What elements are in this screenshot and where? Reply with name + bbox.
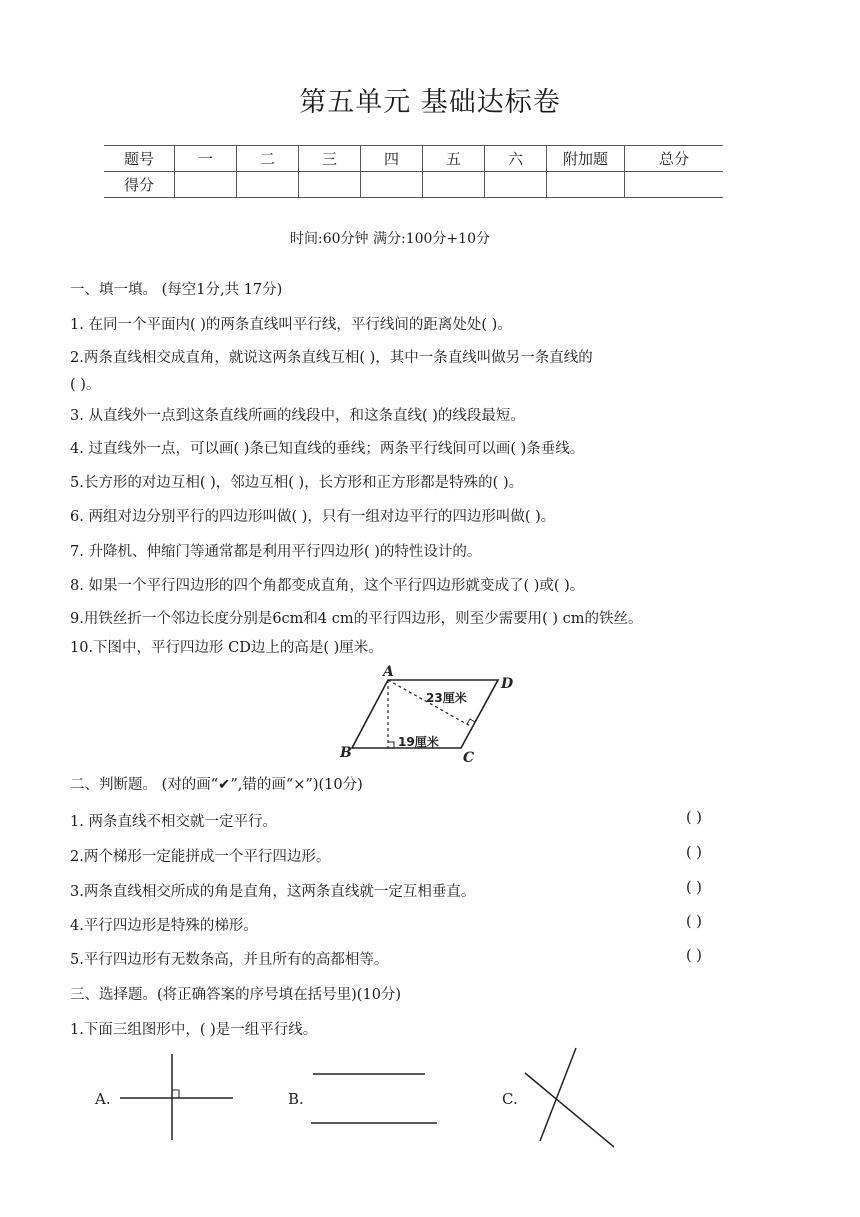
score-cell: 六 <box>485 146 547 172</box>
vertex-label-a: A <box>383 664 394 680</box>
answer-paren[interactable]: ( ) <box>686 810 702 826</box>
judge-item-2: 2.两个梯形一定能拼成一个平行四边形。 <box>70 849 331 865</box>
option-b-label: B. <box>288 1090 304 1108</box>
option-b-figure <box>288 1074 437 1123</box>
section1-heading: 一、填一填。 (每空1分,共 17分) <box>70 282 283 298</box>
score-cell: 五 <box>423 146 485 172</box>
score-input-cell[interactable] <box>175 172 237 198</box>
question-1-1: 1. 在同一个平面内( )的两条直线叫平行线，平行线间的距离处处( )。 <box>70 317 512 333</box>
measure-23cm: 23厘米 <box>426 691 467 705</box>
score-cell: 二 <box>237 146 299 172</box>
option-c-label: C. <box>502 1090 518 1108</box>
question-1-4: 4. 过直线外一点，可以画( )条已知直线的垂线；两条平行线间可以画( )条垂线。 <box>70 441 585 457</box>
question-1-2: 2.两条直线相交成直角，就说这两条直线互相( )，其中一条直线叫做另一条直线的 <box>70 350 593 366</box>
score-table-header-row <box>104 146 723 172</box>
score-cell: 四 <box>361 146 423 172</box>
answer-paren[interactable]: ( ) <box>686 948 702 964</box>
judge-item-3: 3.两条直线相交所成的角是直角，这两条直线就一定互相垂直。 <box>70 884 476 900</box>
question-1-10: 10.下图中，平行四边形 CD边上的高是( )厘米。 <box>70 640 383 656</box>
score-input-cell[interactable] <box>361 172 423 198</box>
choice-question-1: 1.下面三组图形中，( )是一组平行线。 <box>70 1022 318 1038</box>
option-c-figure <box>502 1048 614 1147</box>
page-title: 第五单元 基础达标卷 <box>299 87 561 118</box>
question-1-7: 7. 升降机、伸缩门等通常都是利用平行四边形( )的特性设计的。 <box>70 544 482 560</box>
choice-figures <box>0 1040 860 1160</box>
score-cell: 三 <box>299 146 361 172</box>
question-1-8: 8. 如果一个平行四边形的四个角都变成直角，这个平行四边形就变成了( )或( )。 <box>70 578 585 594</box>
vertex-label-d: D <box>501 676 514 692</box>
score-table-score-row <box>104 172 723 198</box>
answer-paren[interactable]: ( ) <box>686 845 702 861</box>
answer-paren[interactable]: ( ) <box>686 880 702 896</box>
question-1-6: 6. 两组对边分别平行的四边形叫做( )，只有一组对边平行的四边形叫做( )。 <box>70 509 556 525</box>
score-input-cell[interactable] <box>485 172 547 198</box>
score-cell: 题号 <box>104 146 175 172</box>
option-a-figure <box>94 1054 233 1140</box>
score-input-cell[interactable] <box>237 172 299 198</box>
score-row-label: 得分 <box>104 172 175 198</box>
measure-19cm: 19厘米 <box>398 735 439 749</box>
score-input-cell[interactable] <box>547 172 625 198</box>
section3-heading: 三、选择题。(将正确答案的序号填在括号里)(10分) <box>70 987 402 1003</box>
score-table <box>104 145 723 198</box>
answer-paren[interactable]: ( ) <box>686 914 702 930</box>
judge-item-4: 4.平行四边形是特殊的梯形。 <box>70 918 258 934</box>
exam-meta: 时间:60分钟 满分:100分+10分 <box>290 231 490 247</box>
score-input-cell[interactable] <box>625 172 724 198</box>
question-1-5: 5.长方形的对边互相( )，邻边互相( )，长方形和正方形都是特殊的( )。 <box>70 475 524 491</box>
score-input-cell[interactable] <box>299 172 361 198</box>
score-cell: 总分 <box>625 146 724 172</box>
section2-heading: 二、判断题。 (对的画“✔”,错的画“×”)(10分) <box>70 777 363 793</box>
parallelogram-figure <box>330 666 530 766</box>
judge-item-1: 1. 两条直线不相交就一定平行。 <box>70 814 277 830</box>
judge-item-5: 5.平行四边形有无数条高，并且所有的高都相等。 <box>70 952 389 968</box>
vertex-label-c: C <box>463 750 475 766</box>
question-1-9: 9.用铁丝折一个邻边长度分别是6cm和4 cm的平行四边形，则至少需要用( ) cm的铁丝。 <box>70 611 643 627</box>
option-a-label: A. <box>95 1090 111 1108</box>
score-cell: 附加题 <box>547 146 625 172</box>
question-1-2-cont: ( )。 <box>70 377 101 393</box>
vertex-label-b: B <box>340 745 352 761</box>
score-input-cell[interactable] <box>423 172 485 198</box>
question-1-3: 3. 从直线外一点到这条直线所画的线段中，和这条直线( )的线段最短。 <box>70 408 525 424</box>
score-cell: 一 <box>175 146 237 172</box>
